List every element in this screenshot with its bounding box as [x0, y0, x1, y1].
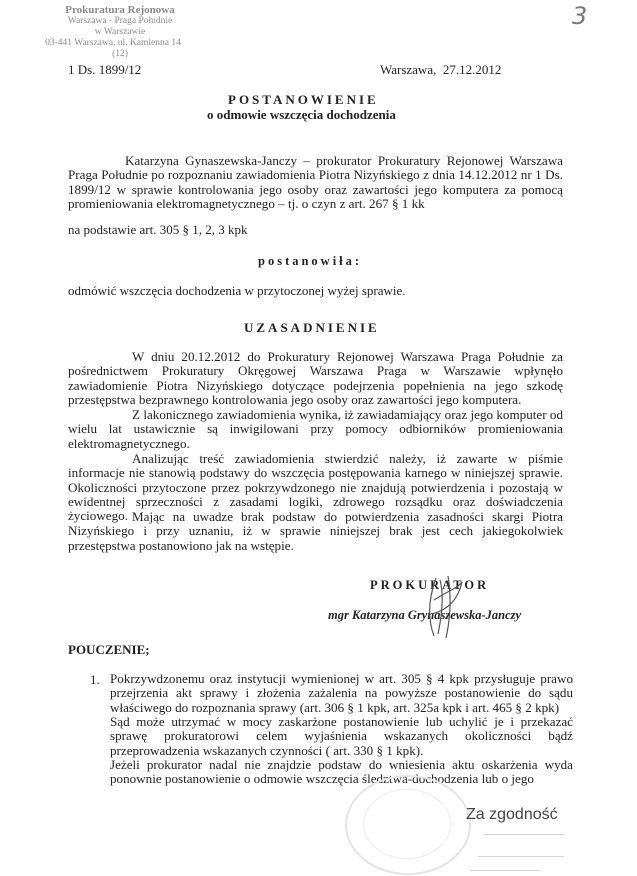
justification-paragraph-1 [68, 350, 563, 407]
stamp-line-2 [478, 856, 564, 857]
office-district: Warszawa - Praga Południe [67, 16, 173, 26]
instruction-number: 1. [90, 672, 100, 687]
justification-paragraph-4 [68, 510, 563, 553]
document-subtitle: o odmowie wszczęcia dochodzenia [207, 107, 396, 122]
signature-role: PROKURATOR [370, 578, 490, 592]
round-seal-inner [363, 789, 451, 859]
conformity-stamp: Za zgodność [466, 806, 558, 823]
decision-text: odmówić wszczęcia dochodzenia w przytoczonej wyżej sprawie. [68, 283, 406, 298]
office-name: Prokuratura Rejonowa [65, 4, 175, 16]
stamp-line-3 [470, 870, 540, 871]
office-address: 03-441 Warszawa, ul. Kamienna 14 [45, 38, 181, 48]
stamp-line-1 [484, 834, 564, 835]
decided-heading: postanowiła: [258, 254, 363, 268]
office-code: (12) [112, 49, 128, 59]
office-city: w Warszawie [94, 27, 146, 37]
justification-heading: UZASADNIENIE [244, 320, 380, 335]
intro-text: Katarzyna Gynaszewska-Janczy – prokurator Prokuratury Rejonowej Warszawa Praga Południe po rozpoznaniu zawiadomienia Piotra Nizyńskiego z dnia 14.12.2012 nr 1 Ds. 1899/12 w sprawie kontrolowania jego osoby oraz zawartości jego komputera za pomocą promieniowania elektromagnetycznego – tj. o czyn z art. 267 § 1 kk [68, 153, 563, 211]
instruction-paragraph-2 [110, 715, 573, 758]
justification-text-4: Mając na uwadze brak podstaw do potwierdzenia zasadności skargi Piotra Nizyńskiego i przy uznaniu, iż w sprawie niniejszej brak jest cech jakiegokolwiek przestępstwa postanowiono jak na wstępie. [68, 509, 563, 553]
instruction-paragraph-1 [110, 672, 573, 715]
justification-paragraph-2 [68, 408, 563, 451]
instruction-text-1: Pokrzywdzonemu oraz instytucji wymienionej w art. 305 § 4 kpk przysługuje prawo przejrzenia akt sprawy i złożenia zażalenia na powyższe postanowienie do sądu właściwego do rozpoznania sprawy (art. 306 § 1 kpk, art. 325a kpk i art. 465 § 2 kpk) [110, 671, 573, 715]
legal-basis: na podstawie art. 305 § 1, 2, 3 kpk [68, 222, 248, 237]
handwritten-signature [418, 570, 478, 640]
case-number: 1 Ds. 1899/12 [68, 62, 142, 77]
justification-text-1: W dniu 20.12.2012 do Prokuratury Rejonowej Warszawa Praga Południe za pośrednictwem Prokuratury Okręgowej Warszawa Praga w Warszawie wpłynęło zawiadomienie Piotra Nizyńskiego dotyczące podejrzenia popełnienia na jego szkodę przestępstwa bezprawnego kontrolowania jego osoby oraz zawartości jego komputera. [68, 349, 563, 407]
signature-name: mgr Katarzyna Grynaszewska-Janczy [328, 608, 522, 622]
office-stamp [45, 4, 190, 60]
intro-paragraph [68, 154, 563, 211]
place-date: Warszawa, 27.12.2012 [380, 62, 502, 77]
document-title: POSTANOWIENIE [228, 92, 379, 107]
instruction-text-2: Sąd może utrzymać w mocy zaskarżone postanowienie lub uchylić je i przekazać sprawę prokuratorowi celem wyjaśnienia wskazanych okoliczności bądź przeprowadzenia wskazanych czynności ( art. 330 § 1 kpk). [110, 714, 573, 758]
justification-text-2: Z lakonicznego zawiadomienia wynika, iż zawiadamiający oraz jego komputer od wielu lat ustawicznie są inwigilowani przy pomocy odbiorników promieniowania elektromagnetycznego. [68, 407, 563, 451]
instruction-paragraph-3 [110, 758, 573, 787]
instruction-heading: POUCZENIE; [68, 642, 150, 657]
instruction-text-3: Jeżeli prokurator nadal nie znajdzie podstaw do wniesienia aktu oskarżenia wyda ponownie postanowienie o odmowie wszczęcia śledztwa-dochodzenia lub o jego [110, 757, 573, 787]
page-mark: 3 [572, 2, 588, 30]
justification-text-3: Analizując treść zawiadomienia stwierdzić należy, iż zawarte w piśmie informacje nie stanowią podstawy do wszczęcia postępowania karnego w niniejszej sprawie. Okoliczności przytoczone przez pokrzywdzonego nie znajdują potwierdzenia i pozostają w ewidentnej sprzeczności z zasadami logiki, zdrowego rozsądku oraz doświadczenia życiowego. [68, 451, 563, 524]
